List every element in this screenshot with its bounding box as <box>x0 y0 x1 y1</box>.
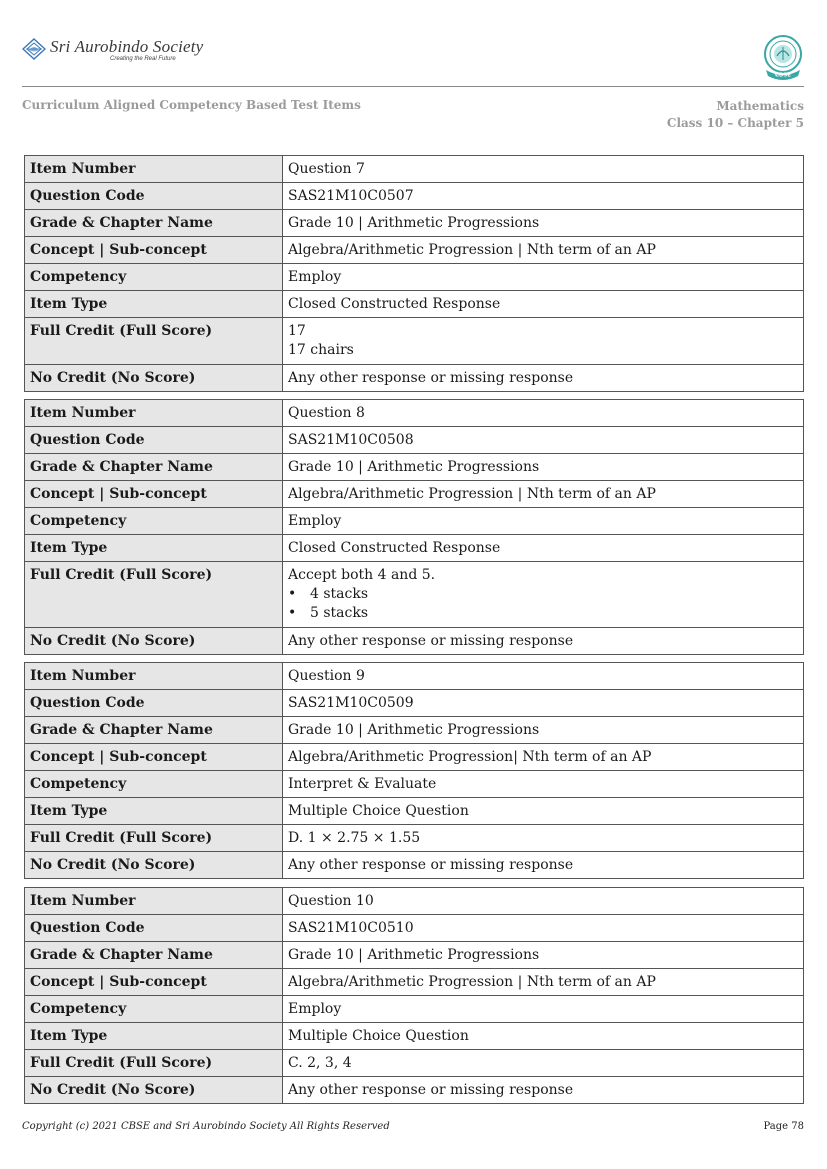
value-item-number: Question 9 <box>283 663 804 690</box>
table-row <box>25 1023 804 1050</box>
label-grade-chapter: Grade & Chapter Name <box>25 454 283 481</box>
value-question-code: SAS21M10C0508 <box>283 427 804 454</box>
label-question-code: Question Code <box>25 427 283 454</box>
logo-name: Sri Aurobindo Society <box>50 37 204 56</box>
table-row <box>25 562 804 628</box>
table-row <box>25 915 804 942</box>
label-no-credit: No Credit (No Score) <box>25 852 283 879</box>
table-row <box>25 888 804 915</box>
table-row <box>25 318 804 365</box>
table-row <box>25 717 804 744</box>
label-full-credit: Full Credit (Full Score) <box>25 1050 283 1077</box>
table-row <box>25 427 804 454</box>
label-full-credit: Full Credit (Full Score) <box>25 318 283 365</box>
value-question-code: SAS21M10C0509 <box>283 690 804 717</box>
label-competency: Competency <box>25 264 283 291</box>
full-credit-bullet: • 5 stacks <box>288 604 798 623</box>
table-row <box>25 508 804 535</box>
table-row <box>25 825 804 852</box>
table-row <box>25 663 804 690</box>
value-no-credit: Any other response or missing response <box>283 365 804 392</box>
value-full-credit <box>283 318 804 365</box>
label-no-credit: No Credit (No Score) <box>25 628 283 655</box>
label-no-credit: No Credit (No Score) <box>25 365 283 392</box>
document-title: Curriculum Aligned Competency Based Test Items <box>22 98 361 112</box>
table-row <box>25 156 804 183</box>
label-no-credit: No Credit (No Score) <box>25 1077 283 1104</box>
table-row <box>25 942 804 969</box>
value-item-type: Multiple Choice Question <box>283 1023 804 1050</box>
table-row <box>25 628 804 655</box>
label-concept: Concept | Sub-concept <box>25 481 283 508</box>
label-item-number: Item Number <box>25 663 283 690</box>
value-concept: Algebra/Arithmetic Progression | Nth term of an AP <box>283 969 804 996</box>
value-no-credit: Any other response or missing response <box>283 1077 804 1104</box>
table-row <box>25 798 804 825</box>
label-question-code: Question Code <box>25 183 283 210</box>
value-full-credit: C. 2, 3, 4 <box>283 1050 804 1077</box>
value-item-number: Question 8 <box>283 400 804 427</box>
label-item-number: Item Number <box>25 400 283 427</box>
label-grade-chapter: Grade & Chapter Name <box>25 942 283 969</box>
table-row <box>25 969 804 996</box>
header-divider <box>22 86 804 87</box>
label-concept: Concept | Sub-concept <box>25 237 283 264</box>
table-row <box>25 365 804 392</box>
value-item-type: Closed Constructed Response <box>283 291 804 318</box>
table-row <box>25 996 804 1023</box>
table-row <box>25 400 804 427</box>
subject-name: Mathematics <box>716 99 804 113</box>
value-competency: Employ <box>283 508 804 535</box>
value-competency: Interpret & Evaluate <box>283 771 804 798</box>
value-competency: Employ <box>283 264 804 291</box>
label-full-credit: Full Credit (Full Score) <box>25 825 283 852</box>
value-concept: Algebra/Arithmetic Progression | Nth term of an AP <box>283 237 804 264</box>
sri-aurobindo-society-logo <box>22 38 203 66</box>
value-item-type: Closed Constructed Response <box>283 535 804 562</box>
label-grade-chapter: Grade & Chapter Name <box>25 717 283 744</box>
class-chapter: Class 10 – Chapter 5 <box>666 116 804 130</box>
item-table-question-7 <box>24 155 804 392</box>
table-row <box>25 1077 804 1104</box>
subject-block <box>667 98 804 132</box>
item-table-question-8 <box>24 399 804 655</box>
value-competency: Employ <box>283 996 804 1023</box>
label-concept: Concept | Sub-concept <box>25 969 283 996</box>
label-concept: Concept | Sub-concept <box>25 744 283 771</box>
value-grade-chapter: Grade 10 | Arithmetic Progressions <box>283 717 804 744</box>
label-full-credit: Full Credit (Full Score) <box>25 562 283 628</box>
value-item-number: Question 7 <box>283 156 804 183</box>
label-competency: Competency <box>25 771 283 798</box>
value-grade-chapter: Grade 10 | Arithmetic Progressions <box>283 942 804 969</box>
label-competency: Competency <box>25 508 283 535</box>
value-full-credit: D. 1 × 2.75 × 1.55 <box>283 825 804 852</box>
label-item-type: Item Type <box>25 291 283 318</box>
logo-tagline: Creating the Real Future <box>110 56 176 62</box>
label-question-code: Question Code <box>25 690 283 717</box>
value-question-code: SAS21M10C0507 <box>283 183 804 210</box>
copyright-notice: Copyright (c) 2021 CBSE and Sri Aurobindo Society All Rights Reserved <box>22 1121 390 1132</box>
value-no-credit: Any other response or missing response <box>283 852 804 879</box>
label-item-type: Item Type <box>25 535 283 562</box>
label-item-type: Item Type <box>25 798 283 825</box>
full-credit-bullet: • 4 stacks <box>288 585 798 604</box>
table-row <box>25 481 804 508</box>
label-item-number: Item Number <box>25 156 283 183</box>
lotus-icon <box>22 38 46 60</box>
full-credit-line: 17 <box>288 323 306 339</box>
table-row <box>25 1050 804 1077</box>
table-row <box>25 771 804 798</box>
table-row <box>25 690 804 717</box>
value-no-credit: Any other response or missing response <box>283 628 804 655</box>
svg-text:CBSE: CBSE <box>775 72 791 79</box>
label-question-code: Question Code <box>25 915 283 942</box>
table-row <box>25 744 804 771</box>
table-row <box>25 535 804 562</box>
table-row <box>25 210 804 237</box>
label-competency: Competency <box>25 996 283 1023</box>
table-row <box>25 237 804 264</box>
value-concept: Algebra/Arithmetic Progression | Nth term of an AP <box>283 481 804 508</box>
value-grade-chapter: Grade 10 | Arithmetic Progressions <box>283 454 804 481</box>
label-grade-chapter: Grade & Chapter Name <box>25 210 283 237</box>
page-number: Page 78 <box>763 1121 804 1132</box>
item-table-question-10 <box>24 887 804 1104</box>
table-row <box>25 454 804 481</box>
label-item-number: Item Number <box>25 888 283 915</box>
item-table-question-9 <box>24 662 804 879</box>
table-row <box>25 183 804 210</box>
value-item-number: Question 10 <box>283 888 804 915</box>
value-concept: Algebra/Arithmetic Progression| Nth term of an AP <box>283 744 804 771</box>
value-question-code: SAS21M10C0510 <box>283 915 804 942</box>
value-grade-chapter: Grade 10 | Arithmetic Progressions <box>283 210 804 237</box>
cbse-seal-icon <box>761 34 805 82</box>
table-row <box>25 291 804 318</box>
value-full-credit <box>283 562 804 628</box>
value-item-type: Multiple Choice Question <box>283 798 804 825</box>
full-credit-intro: Accept both 4 and 5. <box>288 567 436 583</box>
table-row <box>25 264 804 291</box>
full-credit-line: 17 chairs <box>288 342 354 358</box>
label-item-type: Item Type <box>25 1023 283 1050</box>
table-row <box>25 852 804 879</box>
